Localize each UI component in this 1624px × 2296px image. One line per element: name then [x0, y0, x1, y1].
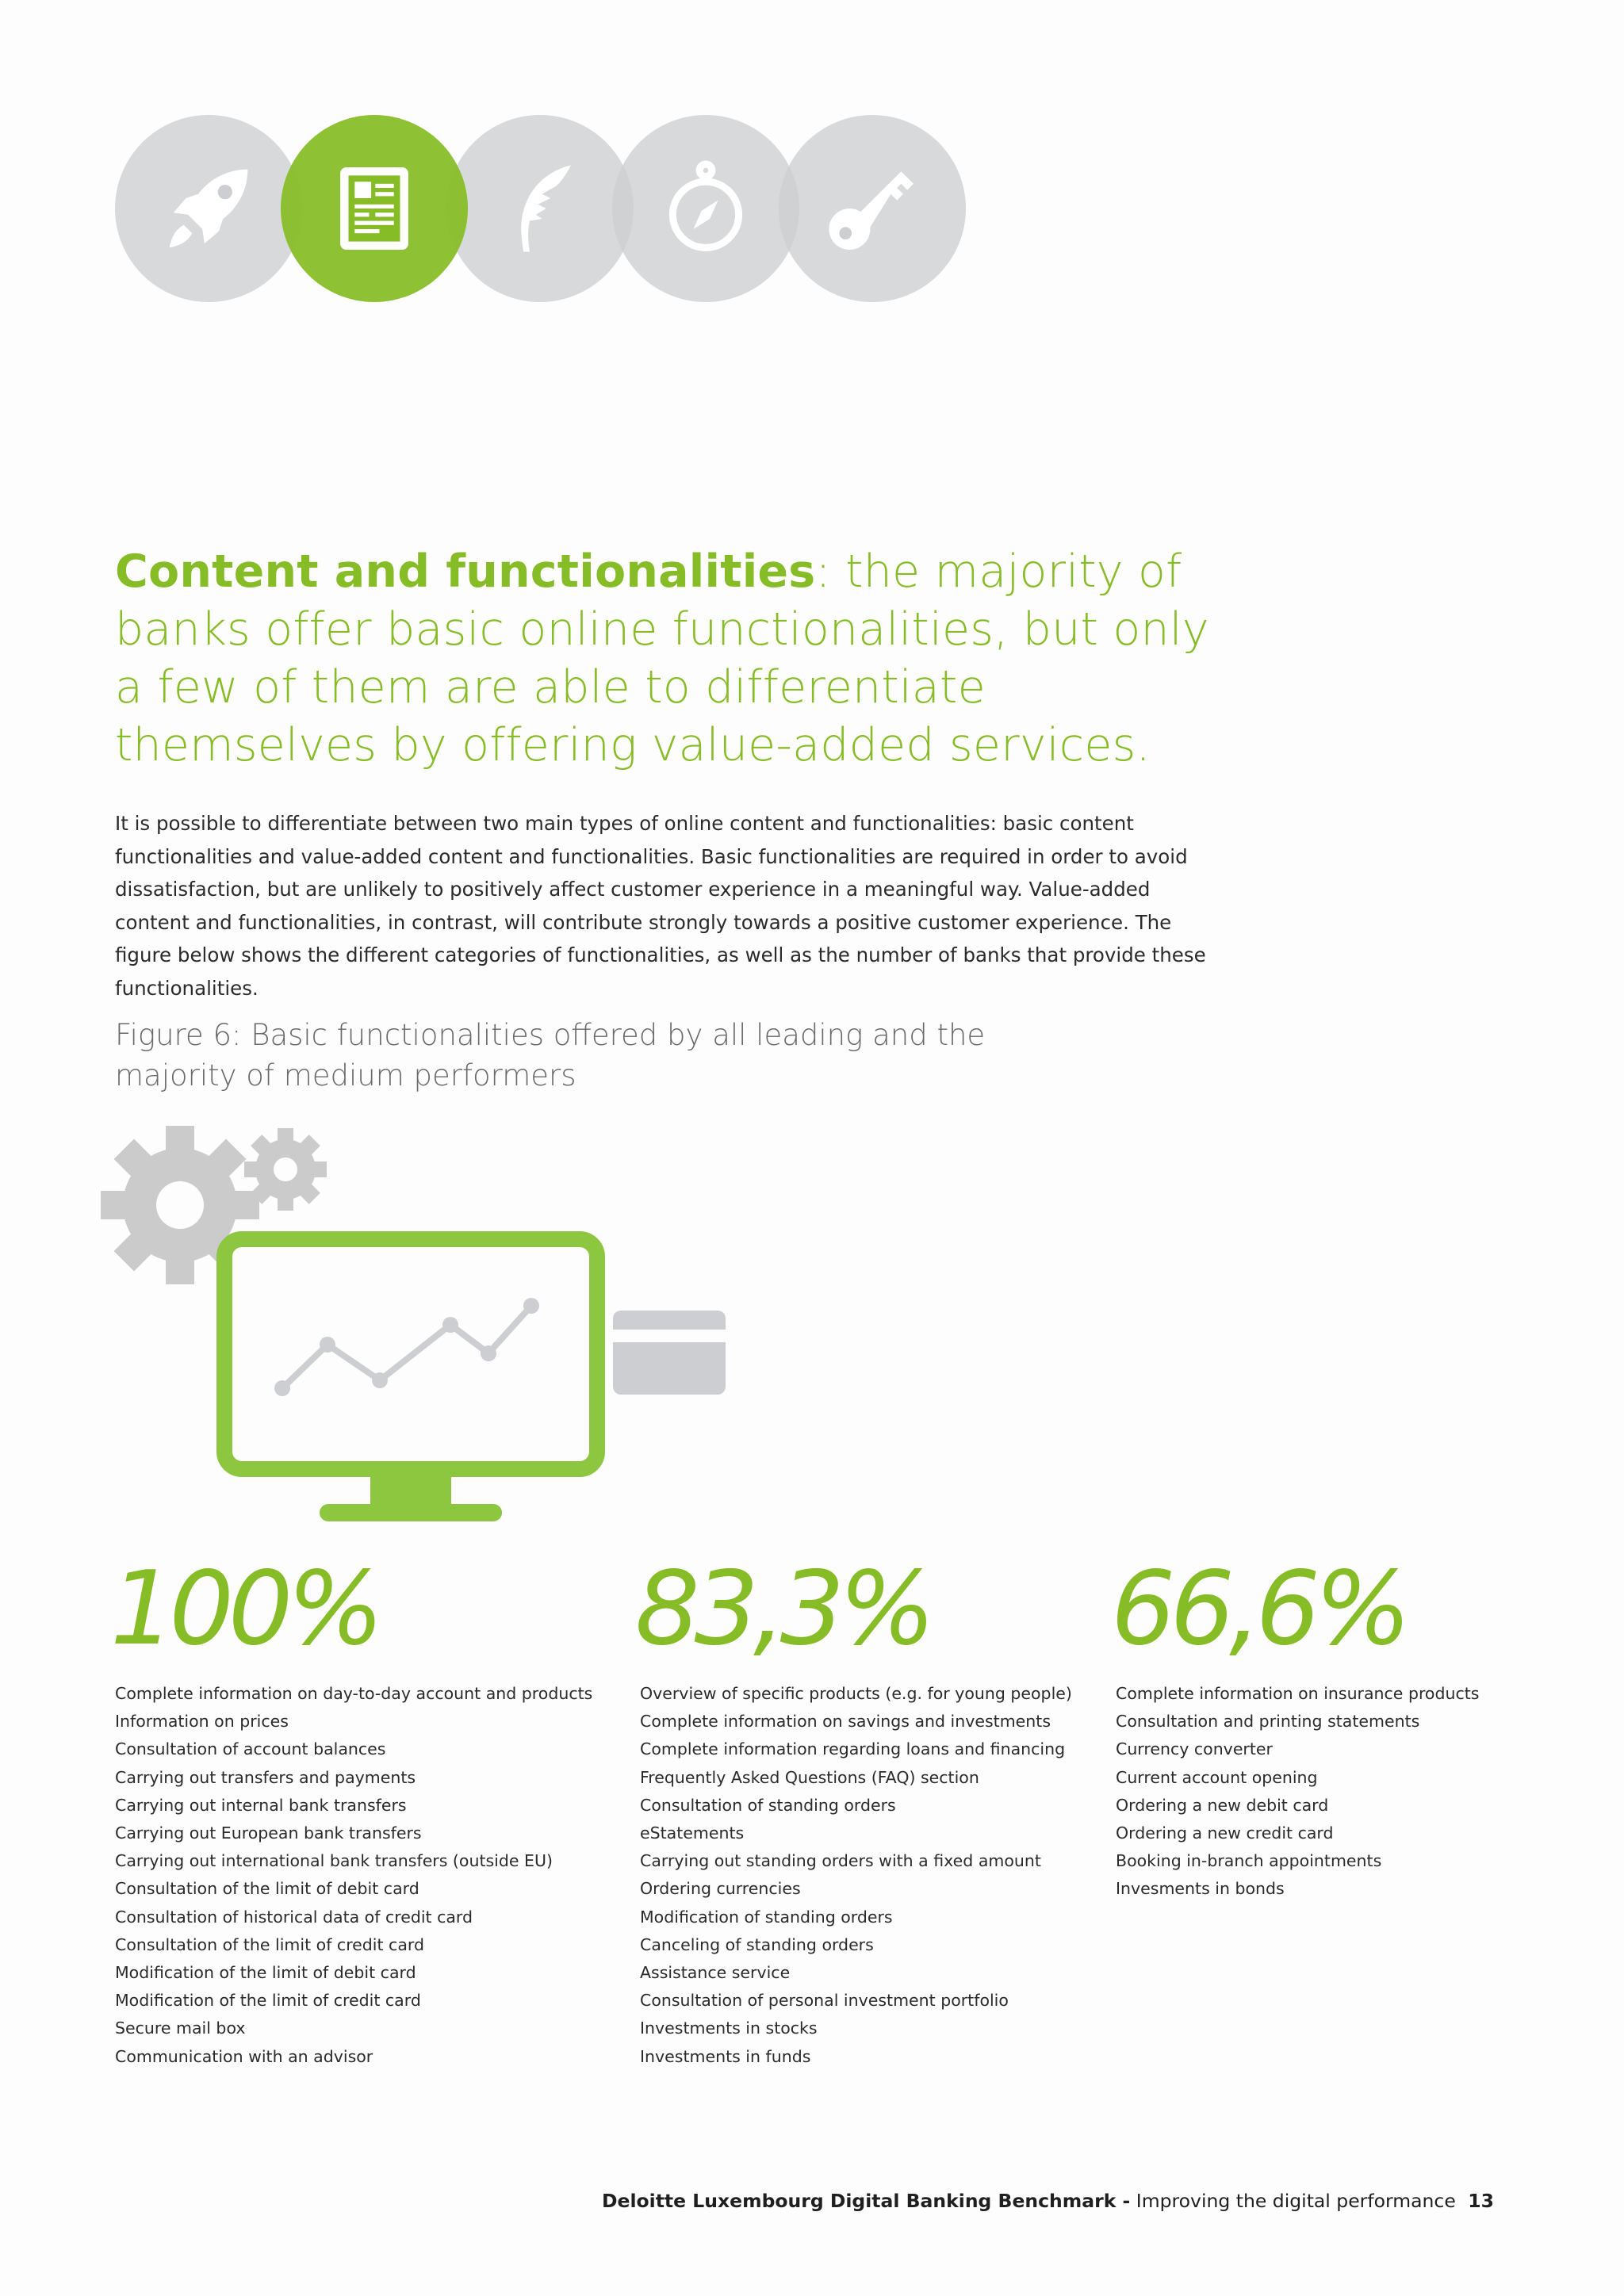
list-item: Carrying out international bank transfers (outside EU) [115, 1851, 553, 1871]
list-item: eStatements [640, 1823, 745, 1843]
column-66 [1111, 1550, 1560, 1904]
list-item: Current account opening [1116, 1767, 1318, 1787]
page-footer [602, 2190, 1494, 2212]
footer-subtitle: Improving the digital performance [1136, 2190, 1456, 2212]
list-item: Carrying out standing orders with a fixed amount [640, 1851, 1041, 1871]
list-item: Secure mail box [115, 2019, 246, 2038]
percent-value: 83,3% [635, 1550, 930, 1668]
list-item: Frequently Asked Questions (FAQ) section [640, 1767, 979, 1787]
percent-value: 66,6% [1111, 1550, 1406, 1668]
small-gear-icon [244, 1128, 327, 1211]
intro-paragraph: It is possible to differentiate between two main types of online content and functionalities: basic content functionalities and value-added content and functionalities. Basic functionalities are required in order to avoid dissatisfaction, but are unlikely to positively affect customer experience in a meaningful way. Value-added content and functionalities, in contrast, will contribute strongly towards a positive customer experience. The figure below shows the different categories of functionalities, as well as the number of banks that provide these functionalities. [115, 812, 1206, 1000]
figure-caption: Figure 6: Basic functionalities offered by all leading and the majority of medium performers [115, 1018, 986, 1093]
page-number: 13 [1468, 2190, 1494, 2212]
list-item: Ordering currencies [640, 1879, 801, 1899]
list-item: Investments in funds [640, 2046, 811, 2066]
headline [115, 543, 1241, 775]
list-item: Complete information regarding loans and financing [640, 1739, 1066, 1759]
list-item: Consultation of the limit of credit card [115, 1934, 424, 1954]
list-item: Consultation of the limit of debit card [115, 1879, 419, 1899]
section-icons [115, 115, 971, 305]
headline-bold: Content and functionalities [115, 545, 816, 598]
monitor-icon [224, 1239, 597, 1521]
list-item: Consultation and printing statements [1116, 1712, 1420, 1732]
list-item: Ordering a new credit card [1116, 1823, 1334, 1843]
rocket-icon [157, 157, 260, 260]
list-item: Information on prices [115, 1712, 289, 1732]
headline-rest: : the majority of banks offer basic online functionalities, but only a few of them are able to differentiate themselves by offering value-added services. [115, 545, 1209, 771]
footer-brand: Deloitte Luxembourg Digital Banking Benchmark - [602, 2190, 1131, 2212]
key-icon [821, 157, 924, 260]
feather-icon [488, 157, 592, 260]
list-item: Modification of the limit of debit card [115, 1963, 416, 1983]
column-83 [635, 1550, 1100, 2071]
list-item: Overview of specific products (e.g. for young people) [640, 1684, 1072, 1703]
column-100 [110, 1550, 630, 2071]
feather-circle [446, 115, 634, 302]
list-item: Carrying out transfers and payments [115, 1767, 416, 1787]
illustration [99, 1122, 749, 1534]
functionality-list [640, 1680, 1100, 2071]
list-item: Booking in-branch appointments [1116, 1851, 1382, 1871]
list-item: Modification of standing orders [640, 1907, 893, 1927]
list-item: Complete information on savings and investments [640, 1712, 1051, 1732]
functionality-list [1116, 1680, 1560, 1904]
list-item: Carrying out internal bank transfers [115, 1795, 407, 1815]
document-icon [323, 157, 426, 260]
list-item: Communication with an advisor [115, 2046, 373, 2066]
list-item: Consultation of personal investment portfolio [640, 1991, 1009, 2011]
key-circle [779, 115, 966, 302]
list-item: Canceling of standing orders [640, 1934, 874, 1954]
list-item: Consultation of historical data of credit card [115, 1907, 473, 1927]
functionality-list [115, 1680, 630, 2071]
list-item: Modification of the limit of credit card [115, 1991, 421, 2011]
list-item: Ordering a new debit card [1116, 1795, 1329, 1815]
list-item: Assistance service [640, 1963, 791, 1983]
list-item: Currency converter [1116, 1739, 1273, 1759]
compass-circle [612, 115, 799, 302]
rocket-circle [115, 115, 302, 302]
list-item: Consultation of account balances [115, 1739, 386, 1759]
compass-icon [654, 157, 757, 260]
document-circle [281, 115, 468, 302]
list-item: Investments in stocks [640, 2019, 818, 2038]
list-item: Invesments in bonds [1116, 1879, 1285, 1899]
credit-card-icon [613, 1311, 726, 1395]
list-item: Complete information on day-to-day account and products [115, 1684, 593, 1703]
list-item: Complete information on insurance products [1116, 1684, 1480, 1703]
percent-value: 100% [110, 1550, 378, 1668]
list-item: Consultation of standing orders [640, 1795, 896, 1815]
list-item: Carrying out European bank transfers [115, 1823, 422, 1843]
